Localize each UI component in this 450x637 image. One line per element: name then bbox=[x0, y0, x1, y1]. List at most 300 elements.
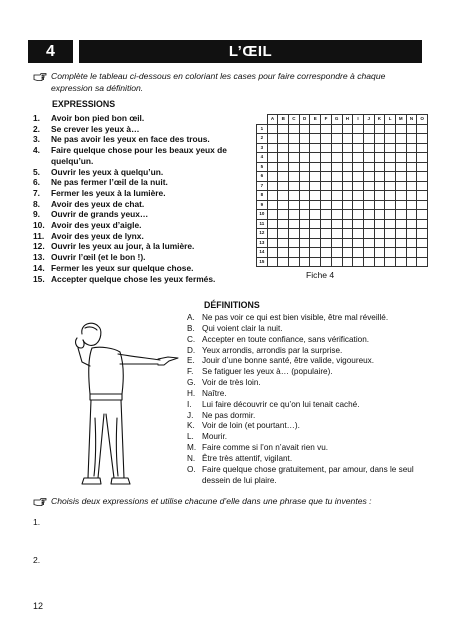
grid-cell[interactable] bbox=[385, 238, 396, 248]
grid-cell[interactable] bbox=[342, 257, 353, 267]
grid-cell[interactable] bbox=[417, 248, 428, 258]
grid-cell[interactable] bbox=[385, 257, 396, 267]
grid-cell[interactable] bbox=[353, 248, 364, 258]
pointing-hand-icon bbox=[33, 72, 47, 82]
grid-cell[interactable] bbox=[310, 124, 321, 134]
grid-cell[interactable] bbox=[321, 162, 332, 172]
grid-cell[interactable] bbox=[374, 229, 385, 239]
expression-item bbox=[33, 263, 248, 274]
grid-corner bbox=[257, 115, 268, 125]
grid-cell[interactable] bbox=[374, 162, 385, 172]
expression-number: 12. bbox=[33, 241, 45, 252]
grid-cell[interactable] bbox=[385, 181, 396, 191]
grid-cell[interactable] bbox=[331, 210, 342, 220]
grid-cell[interactable] bbox=[278, 219, 289, 229]
grid-cell[interactable] bbox=[342, 172, 353, 182]
grid-cell[interactable] bbox=[310, 162, 321, 172]
grid-cell[interactable] bbox=[417, 238, 428, 248]
definition-text: Naître. bbox=[202, 388, 227, 398]
definition-item bbox=[182, 389, 422, 400]
grid-row-header: 5 bbox=[257, 162, 268, 172]
grid-cell[interactable] bbox=[310, 153, 321, 163]
grid-row-header: 15 bbox=[257, 257, 268, 267]
answer-line-1[interactable]: 1. bbox=[33, 517, 41, 527]
grid-column-header: D bbox=[299, 115, 310, 125]
grid-cell[interactable] bbox=[321, 210, 332, 220]
grid-cell[interactable] bbox=[374, 191, 385, 201]
grid-cell[interactable] bbox=[374, 181, 385, 191]
expression-item bbox=[33, 209, 248, 220]
grid-cell[interactable] bbox=[395, 172, 406, 182]
grid-cell[interactable] bbox=[278, 172, 289, 182]
instruction-1-line1: Complète le tableau ci-dessous en coloriant les cases pour faire correspondre à chaque bbox=[51, 71, 386, 81]
definition-item bbox=[182, 432, 422, 443]
grid-cell[interactable] bbox=[278, 257, 289, 267]
grid-cell[interactable] bbox=[267, 172, 278, 182]
grid-cell[interactable] bbox=[406, 143, 417, 153]
grid-cell[interactable] bbox=[278, 181, 289, 191]
grid-cell[interactable] bbox=[299, 238, 310, 248]
grid-cell[interactable] bbox=[321, 257, 332, 267]
grid-cell[interactable] bbox=[395, 238, 406, 248]
expression-text: Avoir des yeux d’aigle. bbox=[51, 220, 142, 231]
grid-cell[interactable] bbox=[363, 191, 374, 201]
grid-cell[interactable] bbox=[267, 238, 278, 248]
grid-cell[interactable] bbox=[385, 124, 396, 134]
grid-cell[interactable] bbox=[289, 248, 300, 258]
definition-item bbox=[182, 411, 422, 422]
grid-cell[interactable] bbox=[363, 153, 374, 163]
grid-cell[interactable] bbox=[417, 134, 428, 144]
grid-cell[interactable] bbox=[267, 181, 278, 191]
grid-cell[interactable] bbox=[395, 143, 406, 153]
grid-cell[interactable] bbox=[417, 124, 428, 134]
grid-cell[interactable] bbox=[363, 210, 374, 220]
grid-cell[interactable] bbox=[417, 200, 428, 210]
grid-cell[interactable] bbox=[395, 248, 406, 258]
definitions-list bbox=[182, 313, 422, 487]
grid-cell[interactable] bbox=[267, 134, 278, 144]
grid-cell[interactable] bbox=[289, 124, 300, 134]
grid-cell[interactable] bbox=[299, 181, 310, 191]
grid-cell[interactable] bbox=[321, 248, 332, 258]
grid-column-header: N bbox=[406, 115, 417, 125]
grid-cell[interactable] bbox=[310, 219, 321, 229]
grid-cell[interactable] bbox=[310, 257, 321, 267]
grid-cell[interactable] bbox=[363, 248, 374, 258]
grid-column-header: A bbox=[267, 115, 278, 125]
grid-cell[interactable] bbox=[363, 181, 374, 191]
grid-cell[interactable] bbox=[342, 181, 353, 191]
grid-cell[interactable] bbox=[310, 134, 321, 144]
grid-cell[interactable] bbox=[299, 134, 310, 144]
grid-cell[interactable] bbox=[321, 191, 332, 201]
grid-cell[interactable] bbox=[289, 219, 300, 229]
grid-cell[interactable] bbox=[289, 181, 300, 191]
grid-cell[interactable] bbox=[342, 248, 353, 258]
grid-cell[interactable] bbox=[267, 162, 278, 172]
expression-number: 11. bbox=[33, 230, 45, 241]
grid-cell[interactable] bbox=[299, 153, 310, 163]
grid-cell[interactable] bbox=[310, 229, 321, 239]
grid-cell[interactable] bbox=[321, 153, 332, 163]
grid-cell[interactable] bbox=[289, 143, 300, 153]
grid-cell[interactable] bbox=[342, 219, 353, 229]
grid-cell[interactable] bbox=[385, 229, 396, 239]
grid-cell[interactable] bbox=[406, 162, 417, 172]
definition-text: Voir de loin (et pourtant…). bbox=[202, 421, 300, 431]
grid-cell[interactable] bbox=[385, 143, 396, 153]
expression-number: 13. bbox=[33, 252, 45, 263]
grid-cell[interactable] bbox=[321, 229, 332, 239]
grid-cell[interactable] bbox=[278, 124, 289, 134]
grid-cell[interactable] bbox=[289, 162, 300, 172]
grid-cell[interactable] bbox=[363, 162, 374, 172]
grid-cell[interactable] bbox=[299, 124, 310, 134]
pointing-hand-icon bbox=[33, 497, 47, 507]
grid-cell[interactable] bbox=[374, 124, 385, 134]
expression-number: 8. bbox=[33, 198, 40, 209]
grid-cell[interactable] bbox=[385, 162, 396, 172]
grid-cell[interactable] bbox=[353, 229, 364, 239]
grid-row-header: 14 bbox=[257, 248, 268, 258]
grid-cell[interactable] bbox=[278, 210, 289, 220]
grid-cell[interactable] bbox=[406, 229, 417, 239]
grid-cell[interactable] bbox=[278, 134, 289, 144]
grid-cell[interactable] bbox=[331, 219, 342, 229]
definition-letter: C. bbox=[187, 334, 196, 344]
grid-cell[interactable] bbox=[342, 191, 353, 201]
grid-cell[interactable] bbox=[385, 134, 396, 144]
definition-item bbox=[182, 324, 422, 335]
grid-cell[interactable] bbox=[417, 210, 428, 220]
grid-cell[interactable] bbox=[331, 200, 342, 210]
definition-text: Lui faire découvrir ce qu’on lui tenait caché. bbox=[202, 399, 360, 409]
grid-cell[interactable] bbox=[353, 238, 364, 248]
grid-cell[interactable] bbox=[395, 153, 406, 163]
grid-cell[interactable] bbox=[342, 200, 353, 210]
expression-text: Ouvrir l’œil (et le bon !). bbox=[51, 252, 146, 263]
grid-cell[interactable] bbox=[289, 200, 300, 210]
expression-item bbox=[33, 231, 248, 242]
grid-cell[interactable] bbox=[385, 248, 396, 258]
grid-cell[interactable] bbox=[353, 162, 364, 172]
expression-number: 3. bbox=[33, 134, 40, 145]
definition-letter: K. bbox=[187, 421, 195, 431]
grid-cell[interactable] bbox=[353, 200, 364, 210]
grid-cell[interactable] bbox=[417, 229, 428, 239]
grid-cell[interactable] bbox=[406, 238, 417, 248]
grid-cell[interactable] bbox=[299, 191, 310, 201]
grid-cell[interactable] bbox=[353, 124, 364, 134]
grid-cell[interactable] bbox=[417, 153, 428, 163]
grid-cell[interactable] bbox=[385, 153, 396, 163]
grid-cell[interactable] bbox=[289, 210, 300, 220]
grid-column-header: J bbox=[363, 115, 374, 125]
grid-cell[interactable] bbox=[363, 134, 374, 144]
grid-cell[interactable] bbox=[299, 200, 310, 210]
grid-cell[interactable] bbox=[363, 200, 374, 210]
grid-cell[interactable] bbox=[321, 200, 332, 210]
grid-cell[interactable] bbox=[385, 191, 396, 201]
grid-cell[interactable] bbox=[406, 257, 417, 267]
grid-cell[interactable] bbox=[395, 219, 406, 229]
definition-item bbox=[182, 346, 422, 357]
grid-cell[interactable] bbox=[395, 134, 406, 144]
grid-cell[interactable] bbox=[321, 219, 332, 229]
grid-cell[interactable] bbox=[278, 229, 289, 239]
instruction-2 bbox=[33, 496, 423, 508]
grid-cell[interactable] bbox=[374, 134, 385, 144]
definition-letter: J. bbox=[187, 410, 194, 420]
definition-text: Ne pas voir ce qui est bien visible, être mal réveillé. bbox=[202, 313, 389, 322]
grid-column-header: L bbox=[385, 115, 396, 125]
grid-cell[interactable] bbox=[374, 210, 385, 220]
grid-cell[interactable] bbox=[406, 153, 417, 163]
expression-number: 4. bbox=[33, 145, 40, 156]
definition-text: Faire quelque chose gratuitement, par amour, dans le seul dessein de lui plaire. bbox=[202, 464, 414, 485]
grid-cell[interactable] bbox=[289, 229, 300, 239]
grid-cell[interactable] bbox=[299, 162, 310, 172]
definition-text: Être très attentif, vigilant. bbox=[202, 453, 293, 463]
grid-cell[interactable] bbox=[342, 124, 353, 134]
expressions-heading: EXPRESSIONS bbox=[52, 99, 116, 109]
expression-item bbox=[33, 241, 248, 252]
expression-text: Fermer les yeux sur quelque chose. bbox=[51, 262, 194, 273]
grid-cell[interactable] bbox=[342, 229, 353, 239]
grid-cell[interactable] bbox=[310, 248, 321, 258]
grid-cell[interactable] bbox=[310, 191, 321, 201]
expression-text: Fermer les yeux à la lumière. bbox=[51, 187, 166, 198]
grid-cell[interactable] bbox=[267, 257, 278, 267]
grid-cell[interactable] bbox=[395, 200, 406, 210]
grid-row-header: 11 bbox=[257, 219, 268, 229]
grid-cell[interactable] bbox=[406, 124, 417, 134]
grid-row-header: 8 bbox=[257, 191, 268, 201]
grid-cell[interactable] bbox=[299, 219, 310, 229]
grid-cell[interactable] bbox=[331, 143, 342, 153]
grid-cell[interactable] bbox=[406, 172, 417, 182]
definition-letter: L. bbox=[187, 432, 194, 442]
grid-cell[interactable] bbox=[310, 143, 321, 153]
grid-column-header: M bbox=[395, 115, 406, 125]
definition-letter: D. bbox=[187, 345, 196, 355]
grid-cell[interactable] bbox=[363, 143, 374, 153]
grid-cell[interactable] bbox=[363, 229, 374, 239]
grid-row-header: 7 bbox=[257, 181, 268, 191]
instruction-1-line2: expression sa définition. bbox=[51, 82, 144, 93]
grid-cell[interactable] bbox=[331, 181, 342, 191]
grid-cell[interactable] bbox=[331, 248, 342, 258]
grid-cell[interactable] bbox=[331, 191, 342, 201]
grid-cell[interactable] bbox=[299, 210, 310, 220]
grid-cell[interactable] bbox=[406, 248, 417, 258]
grid-cell[interactable] bbox=[331, 162, 342, 172]
grid-cell[interactable] bbox=[395, 229, 406, 239]
grid-cell[interactable] bbox=[417, 191, 428, 201]
grid-cell[interactable] bbox=[353, 153, 364, 163]
grid-cell[interactable] bbox=[363, 172, 374, 182]
grid-cell[interactable] bbox=[299, 257, 310, 267]
grid-cell[interactable] bbox=[278, 162, 289, 172]
grid-cell[interactable] bbox=[406, 181, 417, 191]
grid-cell[interactable] bbox=[374, 143, 385, 153]
grid-row-header: 2 bbox=[257, 134, 268, 144]
expression-number: 1. bbox=[33, 113, 40, 123]
definition-text: Mourir. bbox=[202, 432, 228, 442]
grid-cell[interactable] bbox=[406, 134, 417, 144]
grid-cell[interactable] bbox=[353, 210, 364, 220]
grid-cell[interactable] bbox=[331, 257, 342, 267]
grid-cell[interactable] bbox=[267, 210, 278, 220]
grid-cell[interactable] bbox=[267, 191, 278, 201]
grid-cell[interactable] bbox=[417, 143, 428, 153]
grid-cell[interactable] bbox=[406, 219, 417, 229]
grid-cell[interactable] bbox=[353, 134, 364, 144]
grid-cell[interactable] bbox=[310, 200, 321, 210]
grid-cell[interactable] bbox=[278, 153, 289, 163]
grid-cell[interactable] bbox=[331, 134, 342, 144]
grid-cell[interactable] bbox=[374, 248, 385, 258]
grid-cell[interactable] bbox=[299, 172, 310, 182]
definition-text: Accepter en toute confiance, sans vérification. bbox=[202, 334, 370, 344]
grid-cell[interactable] bbox=[385, 210, 396, 220]
grid-cell[interactable] bbox=[395, 257, 406, 267]
grid-cell[interactable] bbox=[321, 124, 332, 134]
grid-cell[interactable] bbox=[310, 238, 321, 248]
grid-cell[interactable] bbox=[267, 124, 278, 134]
grid-cell[interactable] bbox=[374, 219, 385, 229]
grid-cell[interactable] bbox=[417, 162, 428, 172]
grid-cell[interactable] bbox=[374, 257, 385, 267]
definition-item bbox=[182, 421, 422, 432]
definition-letter: F. bbox=[187, 367, 194, 377]
grid-cell[interactable] bbox=[267, 229, 278, 239]
expression-number: 15. bbox=[33, 273, 45, 284]
grid-cell[interactable] bbox=[299, 143, 310, 153]
grid-cell[interactable] bbox=[299, 229, 310, 239]
grid-cell[interactable] bbox=[278, 200, 289, 210]
grid-cell[interactable] bbox=[406, 210, 417, 220]
grid-column-header: B bbox=[278, 115, 289, 125]
grid-cell[interactable] bbox=[374, 153, 385, 163]
grid-cell[interactable] bbox=[289, 153, 300, 163]
answer-line-2[interactable]: 2. bbox=[33, 555, 41, 565]
definition-text: Voir de très loin. bbox=[202, 378, 261, 388]
grid-cell[interactable] bbox=[289, 257, 300, 267]
grid-cell[interactable] bbox=[267, 153, 278, 163]
grid-cell[interactable] bbox=[267, 200, 278, 210]
expression-item bbox=[33, 124, 248, 135]
grid-cell[interactable] bbox=[395, 162, 406, 172]
grid-cell[interactable] bbox=[363, 238, 374, 248]
grid-cell[interactable] bbox=[267, 143, 278, 153]
definition-item bbox=[182, 356, 422, 367]
grid-cell[interactable] bbox=[385, 172, 396, 182]
grid-cell[interactable] bbox=[374, 200, 385, 210]
grid-cell[interactable] bbox=[289, 191, 300, 201]
grid-cell[interactable] bbox=[267, 219, 278, 229]
definition-item bbox=[182, 313, 422, 324]
grid-cell[interactable] bbox=[342, 134, 353, 144]
grid-cell[interactable] bbox=[331, 124, 342, 134]
grid-cell[interactable] bbox=[353, 191, 364, 201]
grid-cell[interactable] bbox=[363, 219, 374, 229]
grid-cell[interactable] bbox=[374, 172, 385, 182]
grid-cell[interactable] bbox=[353, 181, 364, 191]
grid-cell[interactable] bbox=[342, 238, 353, 248]
grid-cell[interactable] bbox=[342, 143, 353, 153]
grid-cell[interactable] bbox=[353, 143, 364, 153]
grid-cell[interactable] bbox=[278, 143, 289, 153]
grid-cell[interactable] bbox=[278, 191, 289, 201]
grid-cell[interactable] bbox=[406, 191, 417, 201]
definition-item bbox=[182, 400, 422, 411]
grid-cell[interactable] bbox=[331, 153, 342, 163]
expression-text: Faire quelque chose pour les beaux yeux de quelqu’un. bbox=[51, 145, 227, 166]
expression-number: 9. bbox=[33, 209, 40, 220]
grid-cell[interactable] bbox=[342, 162, 353, 172]
grid-cell[interactable] bbox=[417, 181, 428, 191]
grid-cell[interactable] bbox=[310, 210, 321, 220]
grid-cell[interactable] bbox=[342, 153, 353, 163]
grid-cell[interactable] bbox=[289, 238, 300, 248]
grid-cell[interactable] bbox=[417, 172, 428, 182]
fiche-label: Fiche 4 bbox=[306, 270, 335, 280]
grid-cell[interactable] bbox=[395, 181, 406, 191]
grid-row-header: 6 bbox=[257, 172, 268, 182]
grid-cell[interactable] bbox=[353, 219, 364, 229]
definition-item bbox=[182, 465, 422, 487]
grid-cell[interactable] bbox=[321, 181, 332, 191]
grid-cell[interactable] bbox=[385, 200, 396, 210]
grid-cell[interactable] bbox=[299, 248, 310, 258]
grid-row-header: 3 bbox=[257, 143, 268, 153]
grid-cell[interactable] bbox=[417, 219, 428, 229]
grid-cell[interactable] bbox=[321, 172, 332, 182]
grid-cell[interactable] bbox=[363, 124, 374, 134]
grid-cell[interactable] bbox=[353, 257, 364, 267]
grid-cell[interactable] bbox=[374, 238, 385, 248]
grid-cell[interactable] bbox=[363, 257, 374, 267]
grid-cell[interactable] bbox=[353, 172, 364, 182]
grid-cell[interactable] bbox=[321, 134, 332, 144]
grid-cell[interactable] bbox=[267, 248, 278, 258]
grid-cell[interactable] bbox=[395, 210, 406, 220]
grid-cell[interactable] bbox=[321, 238, 332, 248]
grid-cell[interactable] bbox=[310, 172, 321, 182]
grid-cell[interactable] bbox=[321, 143, 332, 153]
grid-cell[interactable] bbox=[278, 238, 289, 248]
grid-cell[interactable] bbox=[310, 181, 321, 191]
grid-cell[interactable] bbox=[289, 172, 300, 182]
grid-cell[interactable] bbox=[331, 172, 342, 182]
grid-cell[interactable] bbox=[342, 210, 353, 220]
grid-column-header: K bbox=[374, 115, 385, 125]
grid-cell[interactable] bbox=[417, 257, 428, 267]
grid-cell[interactable] bbox=[406, 200, 417, 210]
grid-cell[interactable] bbox=[385, 219, 396, 229]
grid-cell[interactable] bbox=[395, 124, 406, 134]
grid-cell[interactable] bbox=[331, 229, 342, 239]
definition-text: Ne pas dormir. bbox=[202, 410, 256, 420]
grid-row-header: 9 bbox=[257, 200, 268, 210]
grid-cell[interactable] bbox=[395, 191, 406, 201]
grid-cell[interactable] bbox=[278, 248, 289, 258]
grid-cell[interactable] bbox=[289, 134, 300, 144]
definition-text: Jouir d’une bonne santé, être valide, vigoureux. bbox=[202, 356, 375, 366]
grid-cell[interactable] bbox=[331, 238, 342, 248]
